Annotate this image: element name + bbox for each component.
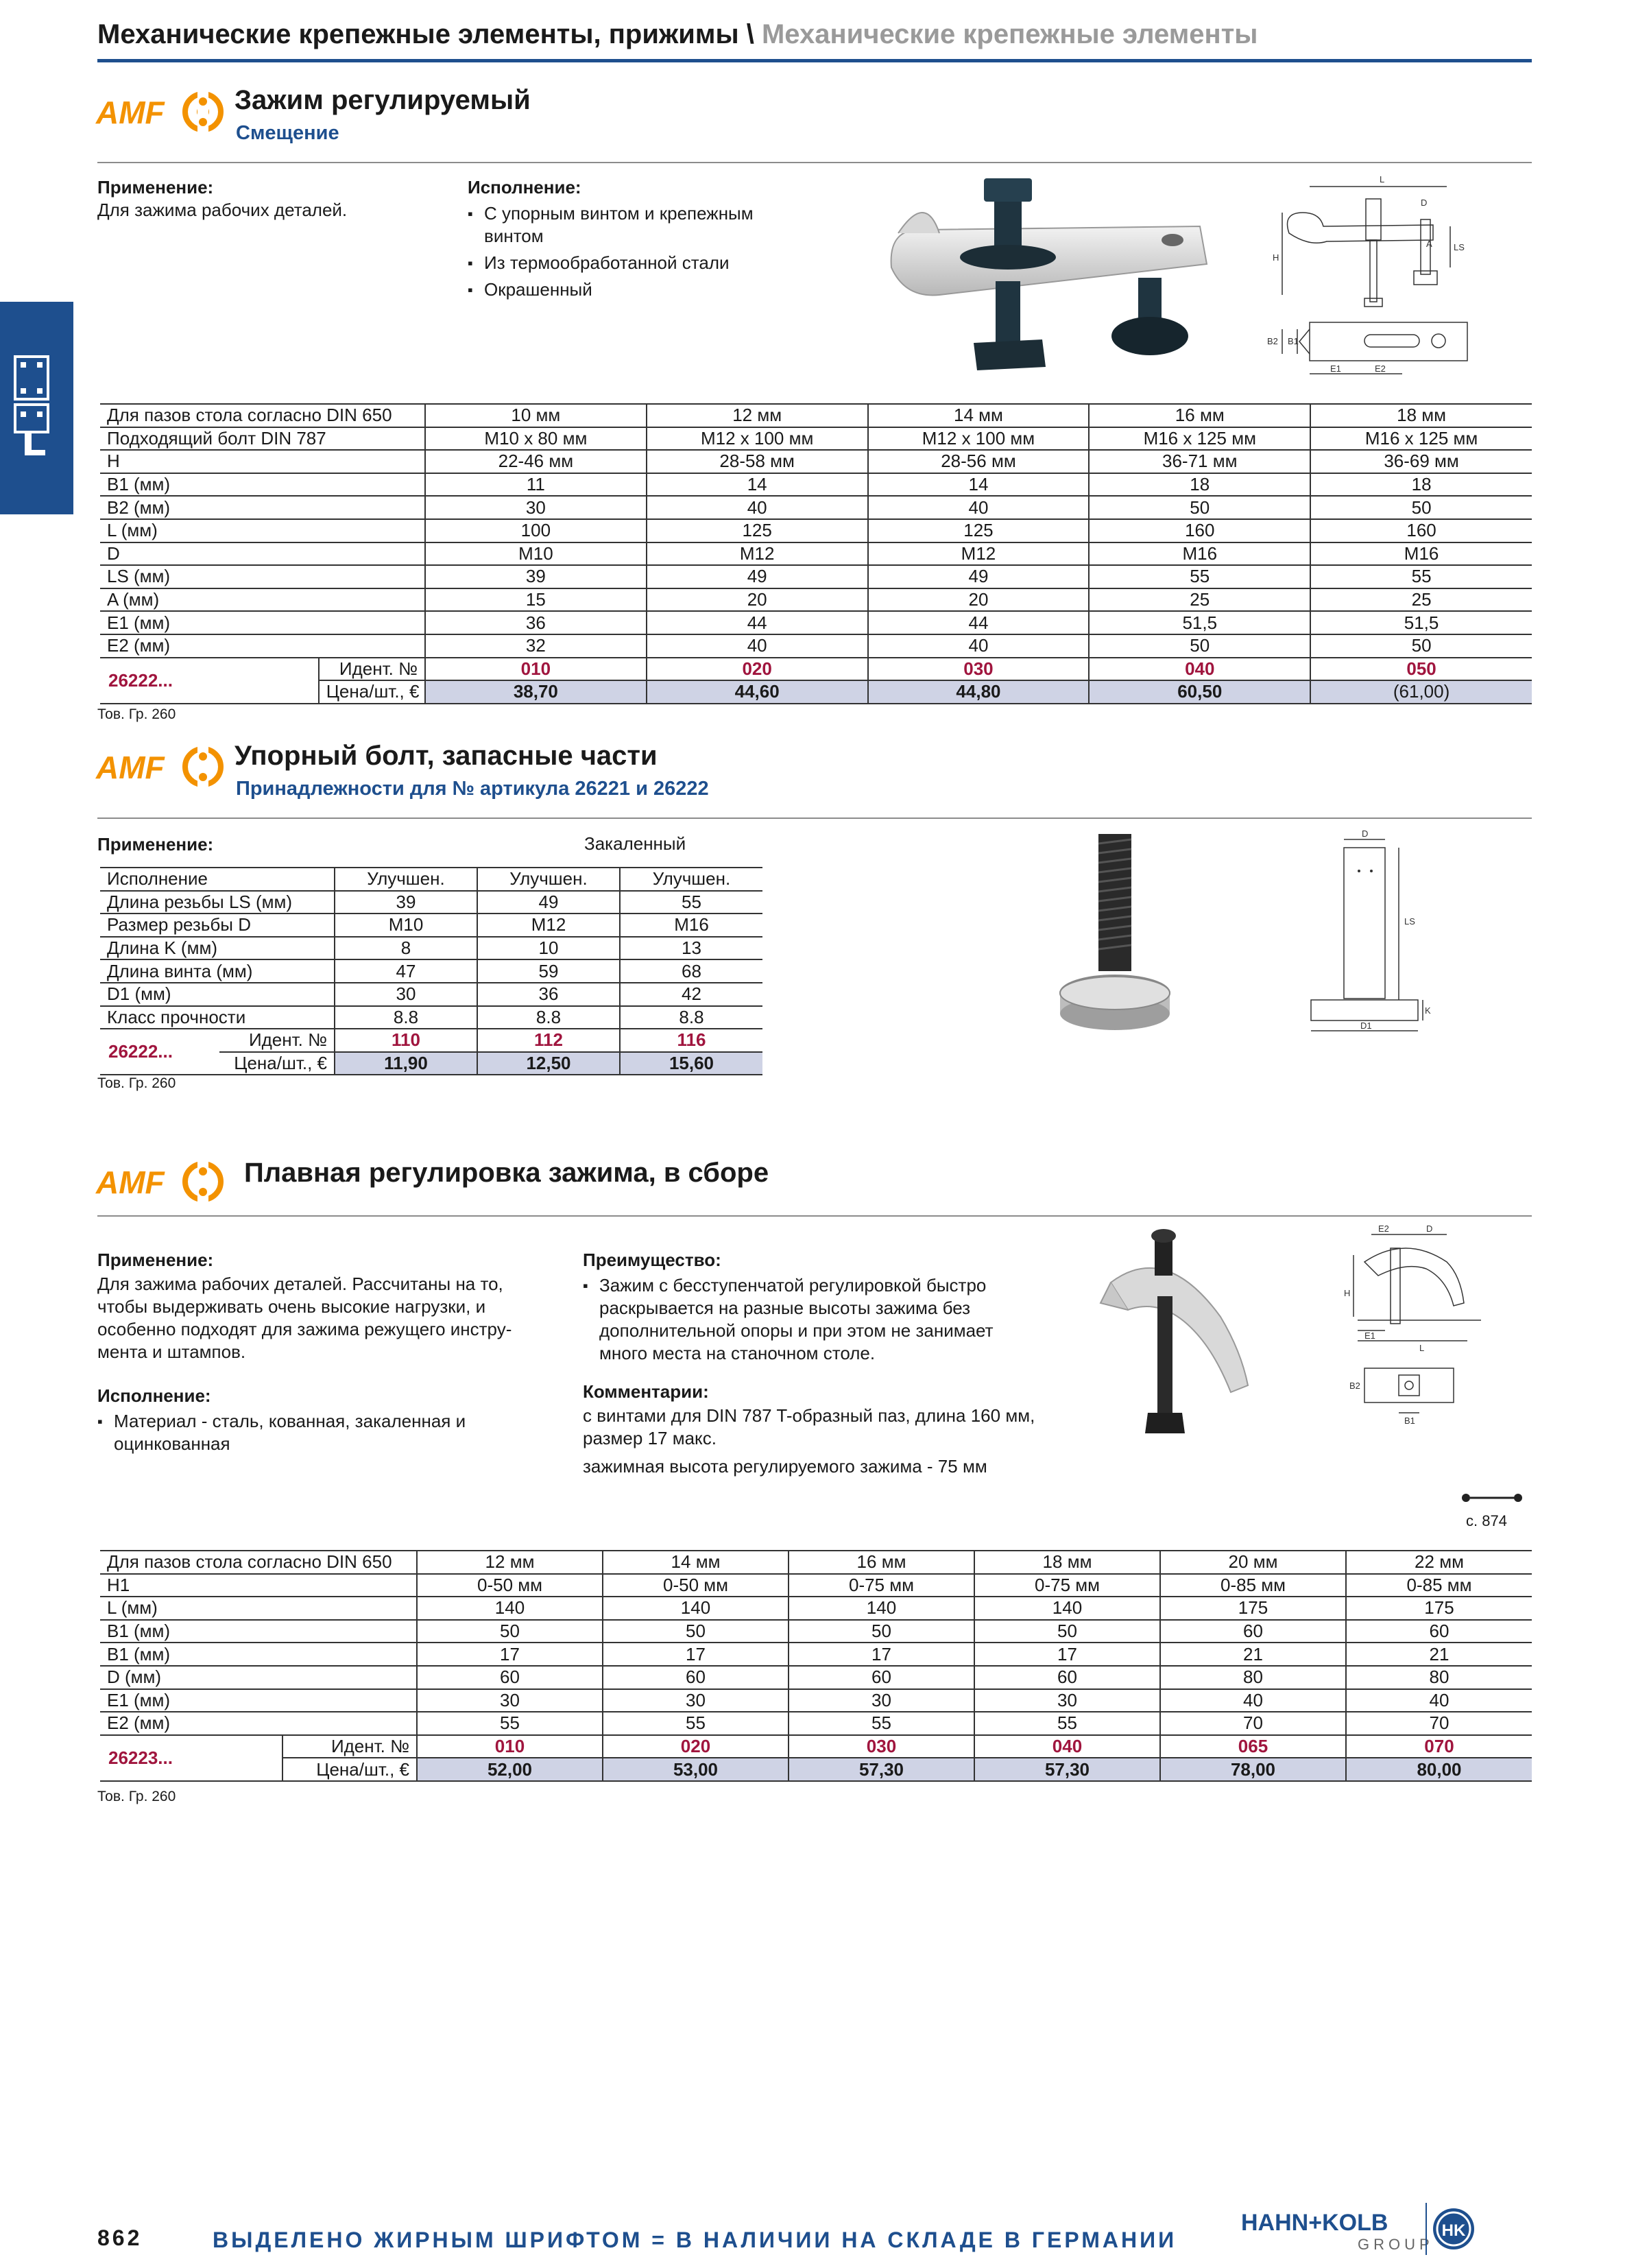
svg-text:B1: B1: [1288, 336, 1299, 346]
thrust-bolt-diagram: [1303, 828, 1460, 1041]
product-id: 070: [1346, 1735, 1532, 1758]
svg-text:B2: B2: [1349, 1381, 1360, 1391]
table-row: LS (мм) 39 49 49 55 55: [100, 565, 1532, 588]
hahn-kolb-logo: [1241, 2201, 1474, 2256]
price: (61,00): [1310, 680, 1532, 704]
price: 12,50: [477, 1052, 620, 1075]
table-row: Для пазов стола согласно DIN 650 10 мм 12 мм 14 мм 16 мм 18 мм: [100, 404, 1532, 427]
table-row: E1 (мм) 36 44 44 51,5 51,5: [100, 611, 1532, 634]
svg-text:E1: E1: [1364, 1330, 1375, 1341]
section1-product-group: Тов. Гр. 260: [97, 706, 176, 722]
table-row: D (мм) 60 60 60 60 80 80: [100, 1666, 1532, 1689]
footer-stock-note: ВЫДЕЛЕНО ЖИРНЫМ ШРИФТОМ = В НАЛИЧИИ НА СКЛАДЕ В ГЕРМАНИИ: [213, 2228, 1177, 2252]
svg-text:D1: D1: [1360, 1020, 1372, 1031]
price: 57,30: [789, 1758, 974, 1781]
price: 38,70: [425, 680, 647, 704]
svg-text:B1: B1: [1404, 1416, 1415, 1426]
table-row: Длина резьбы LS (мм) 39 49 55: [100, 891, 762, 914]
section3-application-label: Применение:: [97, 1250, 214, 1270]
svg-text:H: H: [1344, 1288, 1351, 1298]
section3-application-text: Для зажима рабочих деталей. Рассчитаны на то, чтобы выдерживать очень высокие нагрузки, и особенно подходят для зажима режущего инстру-мента и штампов.: [97, 1274, 512, 1362]
svg-text:E2: E2: [1378, 1223, 1389, 1234]
price: 78,00: [1160, 1758, 1346, 1781]
price: 57,30: [974, 1758, 1160, 1781]
product-id: 040: [974, 1735, 1160, 1758]
adjustable-clamp-photo: [878, 165, 1234, 384]
article-number: 26222...: [100, 1029, 219, 1075]
execution-item: ▪ Материал - сталь, кованная, закаленная и оцинкованная: [97, 1410, 522, 1455]
table-row: L (мм) 100 125 125 160 160: [100, 519, 1532, 542]
section1-subtitle: Смещение: [236, 122, 339, 144]
table-row: B1 (мм) 11 14 14 18 18: [100, 473, 1532, 497]
table-row: D1 (мм) 30 36 42: [100, 983, 762, 1006]
svg-text:AMF: AMF: [96, 1165, 165, 1200]
svg-text:D: D: [1421, 198, 1428, 208]
section2-application-value: Закаленный: [584, 833, 686, 854]
price: 53,00: [603, 1758, 789, 1781]
product-id: 110: [335, 1029, 477, 1052]
svg-text:HK: HK: [1441, 2221, 1466, 2240]
svg-text:AMF: AMF: [96, 750, 165, 785]
section3-comments-label: Комментарии:: [583, 1381, 709, 1402]
table-row: E2 (мм) 55 55 55 55 70 70: [100, 1712, 1532, 1735]
section1-rule: [97, 162, 1532, 163]
page-reference-icon: [1460, 1490, 1526, 1506]
section3-advantage-label: Преимущество:: [583, 1250, 721, 1270]
svg-text:H: H: [1273, 252, 1279, 263]
table-row: Подходящий болт DIN 787 M10 x 80 мм M12 x 100 мм M12 x 100 мм M16 x 125 мм M16 x 125 мм: [100, 427, 1532, 451]
section2-subtitle: Принадлежности для № артикула 26221 и 26222: [236, 778, 709, 800]
product-id: 116: [620, 1029, 762, 1052]
table-row: B2 (мм) 30 40 40 50 50: [100, 496, 1532, 519]
page-reference[interactable]: с. 874: [1466, 1512, 1507, 1529]
price: 44,80: [868, 680, 1090, 704]
section2-application-label: Применение:: [97, 834, 214, 855]
table-row: D M10 M12 M12 M16 M16: [100, 542, 1532, 566]
execution-item: ▪ Окрашенный: [468, 278, 790, 301]
page-number: 862: [97, 2225, 143, 2250]
product-id: 050: [1310, 658, 1532, 681]
price: 80,00: [1346, 1758, 1532, 1781]
table-row: Длина K (мм) 8 10 13: [100, 937, 762, 960]
price: 44,60: [647, 680, 868, 704]
table-row: Цена/шт., € 52,00 53,00 57,30 57,30 78,00 80,00: [100, 1758, 1532, 1781]
table-row: 26222... Идент. № 110 112 116: [100, 1029, 762, 1052]
svg-text:L: L: [1419, 1343, 1425, 1353]
table-row: E1 (мм) 30 30 30 30 40 40: [100, 1689, 1532, 1712]
table-row: Длина винта (мм) 47 59 68: [100, 959, 762, 983]
svg-text:D: D: [1426, 1223, 1433, 1234]
execution-item: ▪ Из термообработанной стали: [468, 252, 790, 274]
table-row: A (мм) 15 20 20 25 25: [100, 588, 1532, 612]
section2-title: Упорный болт, запасные части: [234, 741, 658, 771]
section3-comments-text-2: зажимная высота регулируемого зажима - 75 мм: [583, 1456, 987, 1477]
table-row: B1 (мм) 17 17 17 17 21 21: [100, 1643, 1532, 1666]
product-id: 020: [603, 1735, 789, 1758]
table-row: Цена/шт., € 11,90 12,50 15,60: [100, 1052, 762, 1075]
svg-text:B2: B2: [1267, 336, 1278, 346]
table-row: 26222... Идент. № 010 020 030 040 050: [100, 658, 1532, 681]
svg-text:E2: E2: [1375, 363, 1386, 374]
thrust-bolt-photo: [1056, 830, 1179, 1036]
section1-execution-label: Исполнение:: [468, 177, 581, 198]
section3-spec-table: [100, 1550, 1532, 1782]
svg-text:A: A: [1426, 239, 1432, 249]
adjustable-clamp-diagram: [1262, 171, 1488, 384]
product-id: 112: [477, 1029, 620, 1052]
product-id: 030: [868, 658, 1090, 681]
article-number: 26222...: [100, 658, 319, 704]
section2-spec-table: [100, 867, 762, 1075]
table-row: Класс прочности 8.8 8.8 8.8: [100, 1006, 762, 1029]
amf-logo: [95, 744, 225, 792]
header-title-main: Механические крепежные элементы, прижимы: [97, 19, 739, 49]
article-number: 26223...: [100, 1735, 282, 1781]
price: 15,60: [620, 1052, 762, 1075]
stepless-clamp-photo: [1090, 1228, 1255, 1447]
header-separator: \: [738, 19, 762, 49]
product-id: 030: [789, 1735, 974, 1758]
section1-execution-list: [468, 202, 790, 301]
clamp-category-icon: [0, 302, 73, 514]
section1-spec-table: [100, 403, 1532, 704]
product-id: 010: [417, 1735, 603, 1758]
amf-logo: [95, 89, 225, 137]
side-category-tab[interactable]: [0, 302, 73, 514]
table-row: H1 0-50 мм 0-50 мм 0-75 мм 0-75 мм 0-85 мм 0-85 мм: [100, 1574, 1532, 1597]
section3-advantage-list: [583, 1274, 1028, 1365]
product-id: 020: [647, 658, 868, 681]
section3-rule: [97, 1215, 1532, 1217]
product-id: 040: [1089, 658, 1310, 681]
section3-title: Плавная регулировка зажима, в сборе: [244, 1158, 769, 1188]
section3-product-group: Тов. Гр. 260: [97, 1789, 176, 1804]
product-id: 065: [1160, 1735, 1346, 1758]
table-row: E2 (мм) 32 40 40 50 50: [100, 634, 1532, 658]
table-row: Исполнение Улучшен. Улучшен. Улучшен.: [100, 868, 762, 891]
table-row: B1 (мм) 50 50 50 50 60 60: [100, 1620, 1532, 1643]
advantage-item: ▪ Зажим с бесступенчатой регулировкой быстро раскрывается на разные высоты зажима без дополнительной опоры и при этом не занимает много места на станочном столе.: [583, 1274, 1028, 1365]
page-header-title: [97, 19, 1258, 50]
svg-text:D: D: [1362, 828, 1369, 839]
price: 52,00: [417, 1758, 603, 1781]
section1-application-text: Для зажима рабочих деталей.: [97, 200, 348, 220]
svg-text:E1: E1: [1330, 363, 1341, 374]
section2-product-group: Тов. Гр. 260: [97, 1075, 176, 1091]
svg-text:AMF: AMF: [96, 95, 165, 130]
header-title-sub: Механические крепежные элементы: [761, 19, 1258, 49]
table-row: Размер резьбы D M10 M12 M16: [100, 914, 762, 937]
section1-application-label: Применение:: [97, 177, 214, 198]
svg-text:K: K: [1425, 1005, 1431, 1016]
table-row: 26223... Идент. № 010 020 030 040 065 070: [100, 1735, 1532, 1758]
section3-comments-text: с винтами для DIN 787 T-образный паз, длина 160 мм, размер 17 макс.: [583, 1405, 1035, 1448]
section3-execution-list: [97, 1410, 522, 1455]
product-id: 010: [425, 658, 647, 681]
svg-text:HAHN+KOLB: HAHN+KOLB: [1241, 2210, 1388, 2236]
header-rule: [97, 59, 1532, 62]
table-row: L (мм) 140 140 140 140 175 175: [100, 1597, 1532, 1620]
svg-text:GROUP: GROUP: [1358, 2236, 1434, 2253]
table-row: Цена/шт., € 38,70 44,60 44,80 60,50 (61,00): [100, 680, 1532, 704]
section3-execution-label: Исполнение:: [97, 1385, 211, 1406]
table-row: Для пазов стола согласно DIN 650 12 мм 14 мм 16 мм 18 мм 20 мм 22 мм: [100, 1551, 1532, 1574]
section1-title: Зажим регулируемый: [234, 85, 531, 115]
amf-logo: [95, 1159, 225, 1207]
stepless-clamp-diagram: [1344, 1221, 1495, 1440]
price: 11,90: [335, 1052, 477, 1075]
svg-text:L: L: [1380, 174, 1385, 184]
section2-rule: [97, 817, 1532, 819]
execution-item: ▪ С упорным винтом и крепежным винтом: [468, 202, 790, 248]
svg-text:LS: LS: [1454, 242, 1465, 252]
svg-text:LS: LS: [1404, 916, 1415, 927]
price: 60,50: [1089, 680, 1310, 704]
table-row: H 22-46 мм 28-58 мм 28-56 мм 36-71 мм 36-69 мм: [100, 450, 1532, 473]
